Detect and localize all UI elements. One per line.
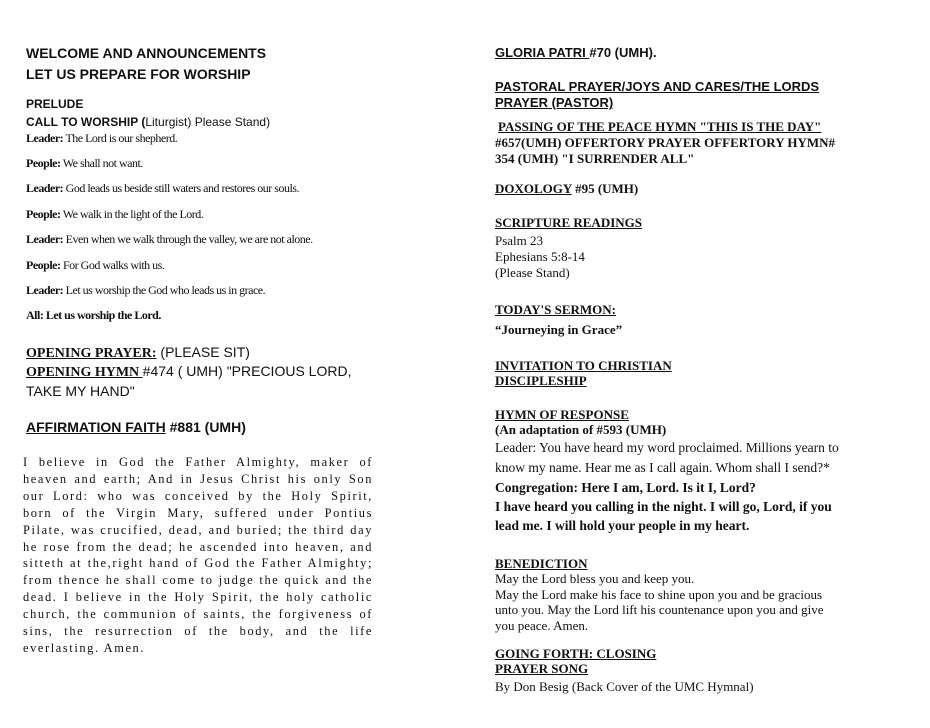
response-line: know my name. Hear me as I call again. Whom shall I send?* — [495, 460, 830, 475]
response-line: Leader: You have heard my word proclaimed. Millions yearn to — [495, 440, 839, 455]
litany-line: People: We shall not want. — [26, 156, 143, 170]
going-forth-heading-2: PRAYER SONG — [495, 661, 589, 676]
affirmation-number: #881 (UMH) — [165, 419, 246, 435]
scripture-item: Psalm 23 — [495, 233, 544, 248]
scripture-item: Ephesians 5:8-14 — [495, 249, 585, 264]
benediction-line: you peace. Amen. — [495, 618, 589, 633]
scripture-heading: SCRIPTURE READINGS — [495, 215, 642, 230]
opening-hymn — [26, 363, 351, 381]
offertory-hymn-line: 354 (UMH) "I SURRENDER ALL" — [495, 151, 695, 166]
benediction-heading: BENEDICTION — [495, 556, 588, 571]
benediction-line: May the Lord bless you and keep you. — [495, 571, 695, 586]
prelude-heading: PRELUDE — [26, 97, 84, 111]
response-line: Congregation: Here I am, Lord. Is it I, Lord? — [495, 480, 756, 495]
creed-text: I believe in God the Father Almighty, maker of heaven and earth; And in Jesus Christ his only Son our Lord: who was conceived by the Holy Spirit, born of the Virgin Mary, suffered under Pontius Pilate, was crucified, dead, and buried; the third day he rose from the dead; he ascended into heaven, and sitteth at the,right hand of God the Father Almighty; from thence he shall come to judge the quick and the dead. I believe in the Holy Spirit, the holy catholic church, the communion of saints, the forgiveness of sins, the resurrection of the body, and the life everlasting. Amen. — [23, 455, 373, 655]
opening-prayer-heading: OPENING PRAYER: — [26, 346, 157, 361]
call-to-worship — [26, 115, 270, 129]
response-line: lead me. I will hold your people in my heart. — [495, 518, 750, 533]
call-rest: Liturgist) Please Stand) — [145, 115, 271, 129]
litany-line: Leader: Let us worship the God who leads us in grace. — [26, 283, 266, 297]
offertory-line: #657(UMH) OFFERTORY PRAYER OFFERTORY HYMN# — [495, 135, 836, 150]
response-heading: HYMN OF RESPONSE — [495, 407, 629, 422]
pastoral-prayer-heading-2: PRAYER (PASTOR) — [495, 95, 614, 110]
sermon-title: “Journeying in Grace” — [495, 322, 623, 337]
doxology — [495, 181, 638, 197]
litany-line: Leader: Even when we walk through the valley, we are not alone. — [26, 232, 313, 246]
opening-hymn-title: TAKE MY HAND" — [26, 383, 135, 399]
litany-line: People: For God walks with us. — [26, 258, 165, 272]
pastoral-prayer-heading: PASTORAL PRAYER/JOYS AND CARES/THE LORDS — [495, 79, 820, 94]
going-forth-heading: GOING FORTH: CLOSING — [495, 646, 657, 661]
doxology-heading: DOXOLOGY — [495, 181, 572, 196]
litany-line: People: We walk in the light of the Lord. — [26, 207, 204, 221]
invitation-heading: INVITATION TO CHRISTIAN — [495, 358, 672, 373]
opening-prayer — [26, 344, 250, 362]
litany-line: Leader: God leads us beside still waters and restores our souls. — [26, 181, 299, 195]
response-line: I have heard you calling in the night. I will go, Lord, if you — [495, 499, 832, 514]
welcome-heading: WELCOME AND ANNOUNCEMENTS — [26, 45, 267, 61]
litany-line: All: Let us worship the Lord. — [26, 308, 161, 322]
benediction-line: unto you. May the Lord lift his countenance upon you and give — [495, 602, 824, 617]
scripture-item: (Please Stand) — [495, 265, 570, 280]
benediction-line: May the Lord make his face to shine upon you and be gracious — [495, 587, 823, 602]
invitation-heading-2: DISCIPLESHIP — [495, 373, 587, 388]
peace-heading: PASSING OF THE PEACE HYMN "THIS IS THE DAY" — [498, 119, 822, 134]
call-heading: CALL TO WORSHIP ( — [26, 115, 146, 129]
gloria-number: #70 (UMH). — [589, 45, 657, 60]
gloria — [495, 45, 657, 60]
response-subheading: (An adaptation of #593 (UMH) — [495, 422, 667, 437]
affirmation-heading: AFFIRMATION FAITH — [26, 419, 166, 435]
opening-prayer-note: (PLEASE SIT) — [156, 344, 250, 360]
doxology-number: #95 (UMH) — [571, 181, 639, 196]
gloria-heading: GLORIA PATRI — [495, 45, 590, 60]
opening-hymn-heading: OPENING HYMN — [26, 365, 143, 380]
opening-hymn-number: #474 ( UMH) "PRECIOUS LORD, — [142, 363, 352, 379]
litany-line: Leader: The Lord is our shepherd. — [26, 131, 178, 145]
prepare-heading: LET US PREPARE FOR WORSHIP — [26, 66, 251, 82]
affirmation — [26, 419, 246, 435]
sermon-heading: TODAY'S SERMON: — [495, 302, 616, 317]
closing-song-credit: By Don Besig (Back Cover of the UMC Hymnal) — [495, 679, 754, 694]
